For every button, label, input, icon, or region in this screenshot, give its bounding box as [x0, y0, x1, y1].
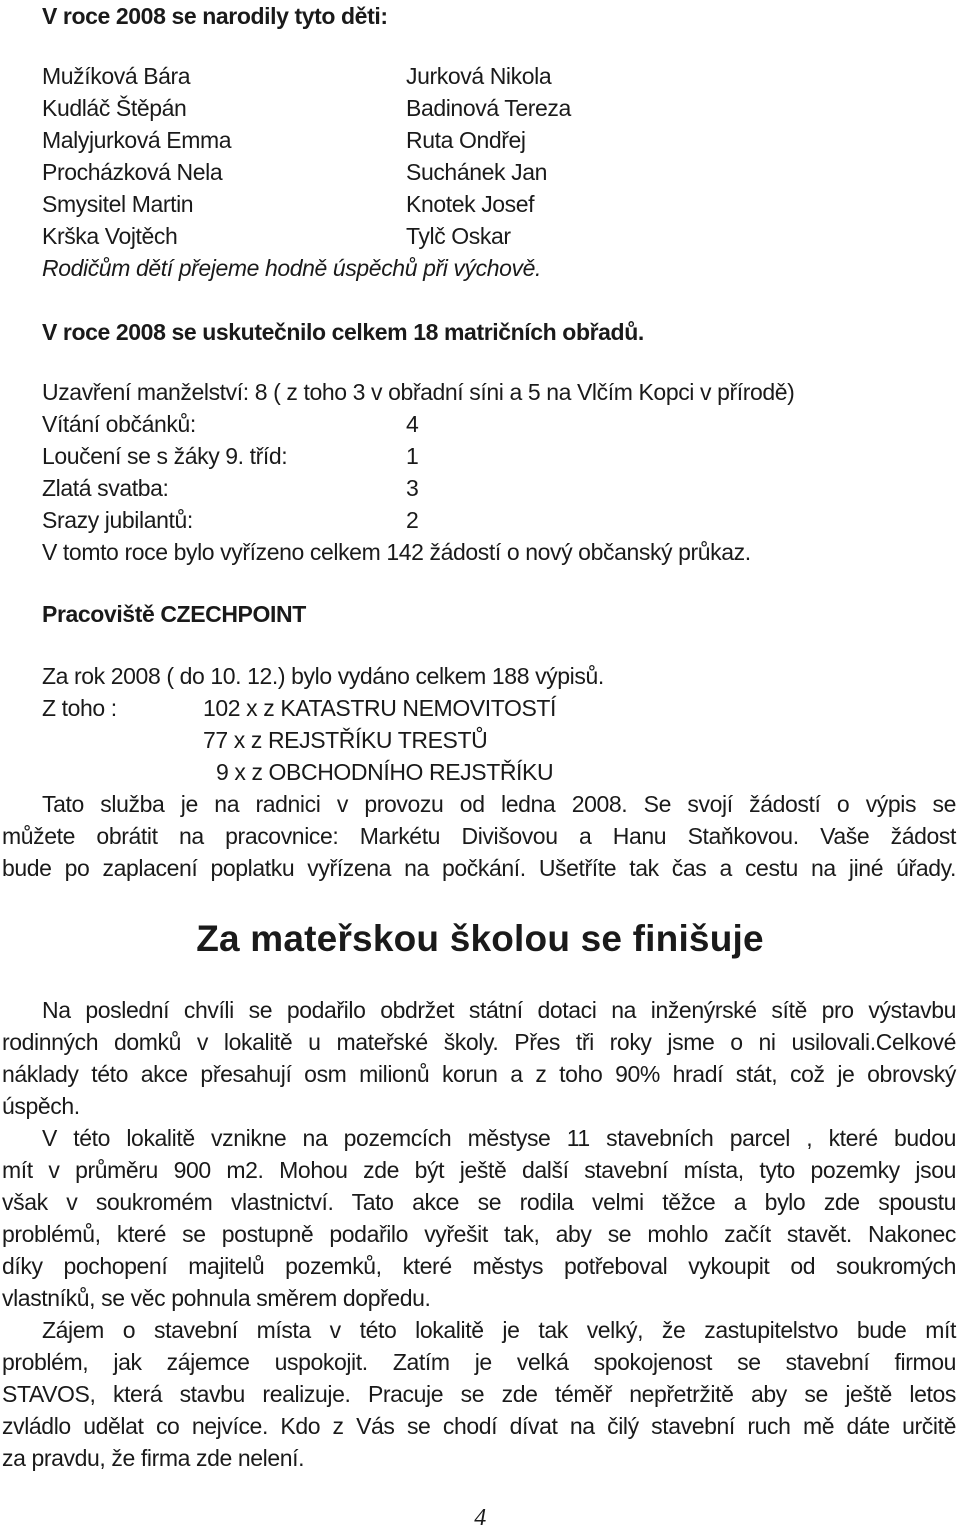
article-paragraph-line: V této lokalitě vznikne na pozemcích městyse 11 stavebních parcel , které budou: [42, 1125, 956, 1151]
article-paragraph-line: úspěch.: [2, 1093, 80, 1119]
czechpoint-row: 77 x z REJSTŘÍKU TRESTŮ: [203, 727, 488, 753]
article-paragraph-line: náklady této akce přesahují osm milionů korun a z toho 90% hradí stát, což je obrovský: [2, 1061, 956, 1087]
ceremony-label: Loučení se s žáky 9. tříd:: [42, 443, 288, 469]
births-wish: Rodičům dětí přejeme hodně úspěchů při výchově.: [42, 255, 541, 281]
czechpoint-row: 102 x z KATASTRU NEMOVITOSTÍ: [203, 695, 557, 721]
marriages-line: Uzavření manželství: 8 ( z toho 3 v obřadní síni a 5 na Vlčím Kopci v přírodě): [42, 379, 795, 405]
birth-name: Smysitel Martin: [42, 191, 194, 217]
ceremonies-heading: V roce 2008 se uskutečnilo celkem 18 matričních obřadů.: [42, 319, 644, 345]
birth-name: Kudláč Štěpán: [42, 95, 187, 121]
article-title: Za mateřskou školou se finišuje: [196, 918, 764, 959]
czechpoint-row: 9 x z OBCHODNÍHO REJSTŘÍKU: [216, 759, 554, 785]
article-paragraph-line: vlastníků, se věc pohnula směrem dopředu.: [2, 1285, 431, 1311]
czechpoint-heading: Pracoviště CZECHPOINT: [42, 601, 306, 627]
article-paragraph-line: zvládlo udělat co nejvíce. Kdo z Vás se chodí dívat na čilý stavební ruch mě dáte určitě: [2, 1413, 956, 1439]
birth-name: Jurková Nikola: [406, 63, 552, 89]
czechpoint-total: Za rok 2008 ( do 10. 12.) bylo vydáno celkem 188 výpisů.: [42, 663, 604, 689]
article-paragraph-line: Zájem o stavební místa v této lokalitě je tak velký, že zastupitelstvo bude mít: [42, 1317, 956, 1343]
ceremony-count: 2: [406, 507, 419, 533]
birth-name: Badinová Tereza: [406, 95, 571, 121]
birth-name: Ruta Ondřej: [406, 127, 526, 153]
births-heading: V roce 2008 se narodily tyto děti:: [42, 3, 388, 29]
birth-name: Krška Vojtěch: [42, 223, 178, 249]
czechpoint-paragraph-line: můžete obrátit na pracovnice: Markétu Divišovou a Hanu Staňkovou. Vaše žádost: [2, 823, 956, 849]
article-paragraph-line: problémů, které se postupně podařilo vyřešit tak, aby se mohlo začít stavět. Nakonec: [2, 1221, 956, 1247]
article-paragraph-line: mít v průměru 900 m2. Mohou zde být ještě další stavební místa, tyto pozemky jsou: [2, 1157, 956, 1183]
birth-name: Mužíková Bára: [42, 63, 191, 89]
czechpoint-paragraph-line: bude po zaplacení poplatku vyřízena na počkání. Ušetříte tak čas a cestu na jiné úřady.: [2, 855, 956, 881]
article-paragraph-line: za pravdu, že firma zde nelení.: [2, 1445, 305, 1471]
article-paragraph-line: STAVOS, která stavbu realizuje. Pracuje se zde téměř nepřetržitě aby se ještě letos: [2, 1381, 956, 1407]
article-paragraph-line: Na poslední chvíli se podařilo obdržet státní dotaci na inženýrské sítě pro výstavbu: [42, 997, 956, 1023]
birth-name: Procházková Nela: [42, 159, 223, 185]
article-paragraph-line: problém, jak zájemce uspokojit. Zatím je velká spokojenost se stavební firmou: [2, 1349, 956, 1375]
birth-name: Tylč Oskar: [406, 223, 511, 249]
article-paragraph-line: díky pochopení majitelů pozemků, které městys potřeboval vykoupit od soukromých: [2, 1253, 956, 1279]
page-number: 4: [474, 1505, 486, 1531]
ceremony-label: Srazy jubilantů:: [42, 507, 193, 533]
ceremony-label: Zlatá svatba:: [42, 475, 169, 501]
ceremony-count: 4: [406, 411, 419, 437]
id-cards-line: V tomto roce bylo vyřízeno celkem 142 žádostí o nový občanský průkaz.: [42, 539, 751, 565]
czechpoint-of-which: Z toho :: [42, 695, 117, 721]
ceremony-label: Vítání občánků:: [42, 411, 196, 437]
birth-name: Suchánek Jan: [406, 159, 547, 185]
article-paragraph-line: však v soukromém vlastnictví. Tato akce se rodila velmi těžce a bylo zde spoustu: [2, 1189, 956, 1215]
birth-name: Knotek Josef: [406, 191, 535, 217]
ceremony-count: 1: [406, 443, 419, 469]
ceremony-count: 3: [406, 475, 419, 501]
birth-name: Malyjurková Emma: [42, 127, 232, 153]
article-paragraph-line: rodinných domků v lokalitě u mateřské školy. Přes tři roky jsme o ni usilovali.Celkové: [2, 1029, 956, 1055]
czechpoint-paragraph-line: Tato služba je na radnici v provozu od ledna 2008. Se svojí žádostí o výpis se: [42, 791, 956, 817]
